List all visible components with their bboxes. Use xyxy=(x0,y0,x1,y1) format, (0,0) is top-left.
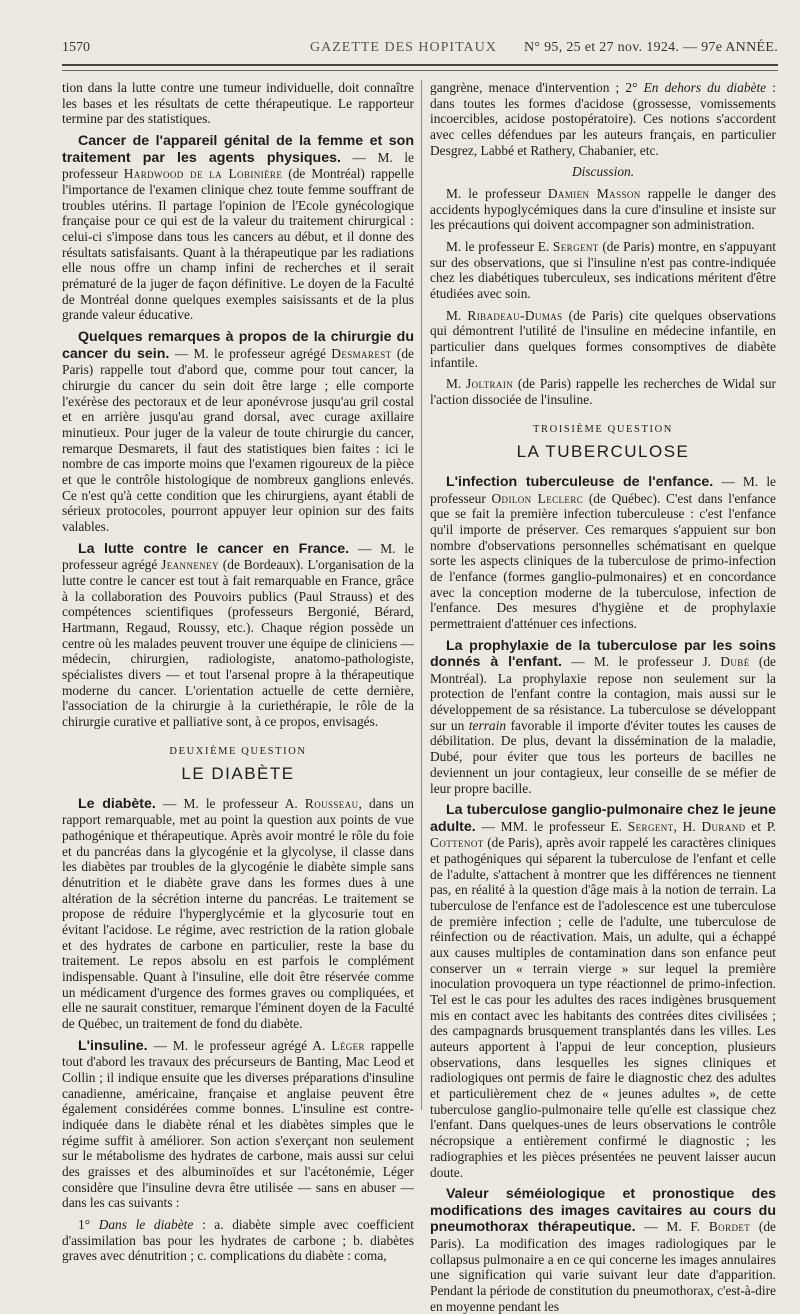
article-diabete: Le diabète. — M. le professeur A. Rousseau, dans un rapport remarquable, met au point la question aux points de vue pathogénique et thérapeutique. Après avoir montré le rôle du foie et du pancréas dans la glycogénie et la glycolyse, il classe dans les diabètes par troubles de la glycogénie le diabète simple sans dénutrition et le diabète grave dans les formes dues à une altération de la sécrétion interne du pancréas. Le traitement se propose de réduire l'hyperglycémie et la glycosurie tout en évitant l'acidose. Le régime, avec restriction de la ration globale et des hydrates de carbone en particulier, reste la base du traitement. Le repos absolu en est parfois le complément indispensable. Quant à l'insuline, elle doit être réservée comme un médicament d'urgence des formes graves ou compliquées, et elle ne saurait constituer, remarque l'éminent doyen de la Faculté de Québec, un traitement de fond du diabète. xyxy=(62,795,414,1032)
article-title: L'insuline. xyxy=(78,1037,148,1054)
author-name: Ribadeau-Dumas xyxy=(467,307,563,323)
author-name: Cottenot xyxy=(430,835,484,851)
article-prophylaxie: La prophylaxie de la tuberculose par les soins donnés à l'enfant. — M. le professeur J. Dubé (de Montréal). La prophylaxie repose non seulement sur la protection de l'enfant contre la contagion, mais aussi sur le développement de sa résistance. La tuberculose se développant sur un terrain favorable il importe d'éviter toutes les causes de débilitation. De plus, devant la dissémination de la maladie, Dubé, pour éviter que tous les porteurs de bacilles ne deviennent un jour contagieux, leur conseille de se méfier de leur propre bacille. xyxy=(430,637,776,796)
left-column xyxy=(62,80,415,1264)
article-title: Valeur séméiologique et pronostique des modifications des images cavitaires au cours du pneumothorax thérapeutique. xyxy=(430,1186,776,1236)
author-name: Hardwood de la Lobinière xyxy=(123,166,283,182)
author-name: Joltrain xyxy=(466,376,514,392)
column-divider xyxy=(421,80,422,1110)
author-name: Sergent xyxy=(627,818,674,834)
question-title: LE DIABÈTE xyxy=(181,763,295,783)
article-cancer-sein: Quelques remarques à propos de la chirurgie du cancer du sein. — M. le professeur agrégé Desmarest (de Paris) rappelle tout d'abord que, comme pour tout cancer, la chirurgie du cancer du sein doit être large ; elle comporte l'exérèse des pectoraux et de leur aponévrose jusqu'au gril costal et en arrière jusqu'au grand dorsal, avec curage axillaire minutieux. Pour juger de la valeur de toute chirurgie du cancer, remarque Desmarets, il faut des statistiques bien faites : ici le nombre de cas importe moins que l'examen rigoureux de la pièce et que le contrôle histologique de nombreux ganglions enlevés. Ce n'est qu'à cette condition que les chirurgiens, ayant établi de sérieux protocoles, pourront appuyer leur opinion sur des faits valables. xyxy=(62,328,414,534)
article-cancer-genital: Cancer de l'appareil génital de la femme et son traitement par les agents physiques. — M. le professeur Hardwood de la Lobinière (de Montréal) rappelle l'importance de l'examen clinique chez toute femme souffrant de troubles utérins. Il partage l'opinion de l'Ecole gynécologique française pour ce qui est de la valeur du traitement chirurgical : celui-ci s'impose dans tous les cancers au début, et il donne des résultats satisfaisants. Quant à la thérapeutique par les radiations elle nous offre un champ infini de recherches et il serait prématuré de la juger de façon définitive. Le doyen de la Faculté de Montréal donne quelques exemples saisissants et de la plus grande valeur éducative. xyxy=(62,133,415,323)
article-lutte-cancer: La lutte contre le cancer en France. — M. le professeur agrégé Jeanneney (de Bordeaux). L'organisation de la lutte contre le cancer est tout à fait remarquable en France, grâce à la collaboration des Pouvoirs publics (Paul Strauss) et des compétences scientifiques (professeurs Bergonié, Bérard, Hartmann, Regaud, Roussy, etc.). Chaque région possède un centre où les malades peuvent trouver une équipe de cliniciens — médecin, chirurgien, radiologiste, anatomo-pathologiste, spécialistes divers — et tout l'arsenal propre à la thérapeutique moderne du cancer. L'orientation actuelle de cette dernière, l'association de la chirurgie à la curiethérapie, le rôle de la chirurgie curative et palliative sont, à ce propos, envisagés. xyxy=(62,540,414,729)
author-name: Dubé xyxy=(720,654,750,670)
question-title: LA TUBERCULOSE xyxy=(516,442,690,462)
issue-info: N° 95, 25 et 27 nov. 1924. — 97e ANNÉE. xyxy=(524,40,778,55)
discussion-masson: M. le professeur Damien Masson rappelle le danger des accidents hypoglycémiques dans la cure d'insuline et insiste sur les précautions qui doivent accompagner son administration. xyxy=(430,186,776,233)
author-name: Durand xyxy=(701,818,746,834)
insuline-list-item: 1° Dans le diabète : a. diabète simple avec coefficient d'assimilation bas pour les hydrates de carbone ; b. diabètes graves avec dénutrition ; c. complications du diabète : coma, xyxy=(62,1217,415,1264)
author-name: Bordet xyxy=(708,1219,751,1235)
question-label: DEUXIÈME QUESTION xyxy=(169,745,307,757)
discussion-joltrain: M. Joltrain (de Paris) rappelle les recherches de Widal sur l'action dissociée de l'insuline. xyxy=(430,376,776,408)
intro-paragraph: tion dans la lutte contre une tumeur individuelle, doit connaître les bases et les résultats de cette thérapeutique. Le rapporteur termine par des statistiques. xyxy=(62,80,414,127)
author-name: Odilon Leclerc xyxy=(491,490,584,506)
author-name: Sergent xyxy=(552,239,599,255)
header-rule-thick xyxy=(62,64,778,66)
author-name: Léger xyxy=(331,1037,365,1053)
page-number: 1570 xyxy=(62,40,90,55)
author-name: Desmarest xyxy=(331,345,392,361)
page-header xyxy=(62,36,778,60)
discussion-ribadeau: M. Ribadeau-Dumas (de Paris) cite quelques observations qui démontrent l'utilité de l'insuline en médecine infantile, en particulier dans quelques formes consomptives de diabète infantile. xyxy=(430,307,776,370)
article-title: Quelques remarques à propos de la chirurgie du cancer du sein. xyxy=(62,328,414,362)
author-name: Jeanneney xyxy=(161,557,219,573)
article-ganglio-pulmonaire: La tuberculose ganglio-pulmonaire chez le jeune adulte. — MM. le professeur E. Sergent, H. Durand et P. Cottenot (de Paris), après avoir rappelé les caractères cliniques et pathogéniques qui séparent la tuberculose de l'enfant et celle de l'adulte, s'attachent à montrer que les différences ne tiennent pas, en réalité à la question d'âge mais à la notion de terrain. La tuberculose de l'enfance est de l'adolescence est une tuberculose de première infection ; celle de l'adulte, une tuberculose de réinfection ou de réactivation. Mais, un adulte, qui a échappé aux causes multiples de contamination dans son enfance peut conserver un « terrain vierge » sur lequel la première inoculation provoquera un type réactionnel de primo-infection. Tel est le cas pour les adultes des races indigènes brusquement mis en contact avec les habitants des contrées dites civilisées ; des campagnards brusquement transplantés dans les villes. Les auteurs apportent à l'appui de leur conception, plusieurs observations, dans lesquelles les signes cliniques et radiologiques ont permis de faire le diagnostic chez des adultes et particulièrement chez de « jeunes adultes », de cette tuberculose ganglio-pulmonaire telle qu'elle est classique chez l'enfant. Dans quelques-unes de leurs observations le contrôle nécropsique a entièrement confirmé le diagnostic ; les radiographies et les pièces présentées ne peuvent laisser aucun doute. xyxy=(430,802,777,1180)
article-title: La tuberculose ganglio-pulmonaire chez le jeune adulte. xyxy=(430,802,776,835)
discussion-sergent: M. le professeur E. Sergent (de Paris) montre, en s'appuyant sur des observations, que si l'insuline n'est pas contre-indiquée chez les diabétiques tuberculeux, ses indications méritent d'être étudiées avec soin. xyxy=(430,239,777,302)
article-title: La lutte contre le cancer en France. xyxy=(78,540,350,557)
article-insuline: L'insuline. — M. le professeur agrégé A. Léger rappelle tout d'abord les travaux des précurseurs de Banting, Mac Leod et Collin ; il indique ensuite que les diverses préparations d'insuline canadienne, américaine, française et anglaise peuvent être également considérées comme bonnes. L'insuline est contre-indiquée dans le diabète rénal et les diabètes simples que le régime suffit à améliorer. Son action s'exerçant non seulement sur le métabolisme des hydrates de carbone, mais aussi sur celui des graisses et des albuminoïdes et sur l'acétonémie, Léger considère que l'insuline devra être utilisée — sans en abuser — dans les cas suivants : xyxy=(62,1037,415,1211)
article-title: Cancer de l'appareil génital de la femme et son traitement par les agents physiques. xyxy=(62,133,414,166)
right-column xyxy=(430,80,777,1314)
header-rule-thin xyxy=(62,70,778,71)
article-infection-enfance: L'infection tuberculeuse de l'enfance. — M. le professeur Odilon Leclerc (de Québec). C'est dans l'enfance que se fait la première infection tuberculeuse : c'est l'enfance qu'il importe de préserver. Ces remarques s'appuient sur bon nombre d'observations personnelles schématisant en quelque sorte les aspects cliniques de la tuberculose de primo-infection de l'enfance (formes ganglio-pulmonaires) et en concordance avec la conception moderne de la tuberculose, infection de l'enfance. Des mesures d'hygiène et de prophylaxie permettraient d'atténuer ces infections. xyxy=(430,473,776,631)
article-title: La prophylaxie de la tuberculose par les soins donnés à l'enfant. xyxy=(430,637,776,671)
article-pneumothorax: Valeur séméiologique et pronostique des modifications des images cavitaires au cours du pneumothorax thérapeutique. — M. F. Bordet (de Paris). La modification des images radiologiques par le collapsus pulmonaire a en ce qui concerne les images annulaires une signification qui varie suivant leur date d'apparition. Pendant la période de constitution du pneumothorax, c'est-à-dire en moyenne pendant les xyxy=(430,1186,777,1314)
continuation-paragraph: gangrène, menace d'intervention ; 2° En dehors du diabète : dans toutes les formes d'acidose (grossesse, vomissements incoercibles, acidose postopératoire). Ces notions s'accordent avec celles défendues par les auteurs français, en particulier Desgrez, Labbé et Rathery, Chabanier, etc. xyxy=(430,80,776,158)
author-name: Rousseau xyxy=(304,795,359,811)
author-name: Damien Masson xyxy=(547,186,641,202)
question-label: TROISIÈME QUESTION xyxy=(533,423,673,435)
journal-title: GAZETTE DES HOPITAUX xyxy=(310,40,497,55)
discussion-heading: Discussion. xyxy=(571,164,635,180)
article-title: L'infection tuberculeuse de l'enfance. xyxy=(446,473,714,490)
article-title: Le diabète. xyxy=(78,795,156,812)
